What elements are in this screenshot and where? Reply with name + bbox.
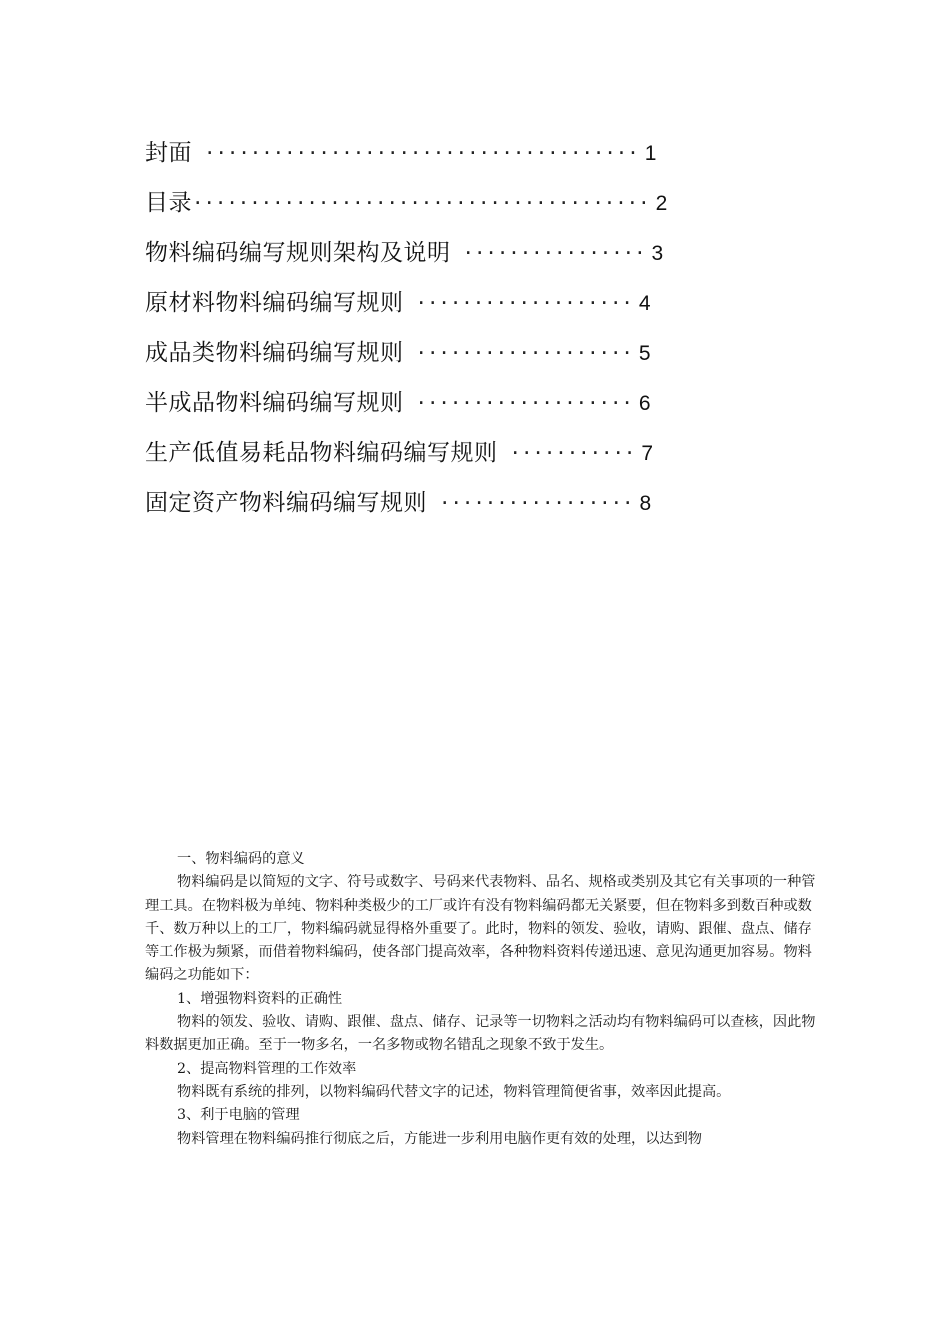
item-paragraph: 物料既有系统的排列，以物料编码代替文字的记述，物料管理简便省事，效率因此提高。 [177,1083,731,1100]
toc-leader-dots: ················· [439,491,634,514]
toc-entry-framework [145,228,667,278]
toc-page-number: 7 [641,441,654,465]
toc-page-number: 4 [638,291,651,315]
item-heading: 3、利于电脑的管理 [177,1107,300,1124]
toc-leader-dots: ··········· [509,441,636,464]
toc-leader-dots: ················ [462,241,646,264]
toc-page-number: 8 [639,491,652,515]
item-paragraph: 物料管理在物料编码推行彻底之后，方能进一步利用电脑作更有效的处理，以达到物 [177,1130,702,1147]
toc-entry-title: 目录 [145,189,192,216]
toc-entry-title: 物料编码编写规则架构及说明 [145,239,451,266]
toc-leader-dots: ········································ [192,191,650,214]
toc-entry-title: 封面 [145,139,192,166]
toc-leader-dots: ······································ [204,141,639,164]
intro-paragraph: 物料编码是以简短的文字、符号或数字、号码来代表物料、品名、规格或类别及其它有关事项的一种管理工具。在物料极为单纯、物料种类极少的工厂或许有没有物料编码都无关紧要，但在物料多到数百种或数千、数万种以上的工厂，物料编码就显得格外重要了。此时，物料的领发、验收，请购、跟催、盘点、储存等工作极为频紧，而借着物料编码，使各部门提高效率，各种物料资料传递迅速、意见沟通更加容易。物料编码之功能如下： [145,874,816,984]
toc-entry-title: 生产低值易耗品物料编码编写规则 [145,439,498,466]
toc-entry-title: 半成品物料编码编写规则 [145,389,404,416]
toc-entry-fixed-assets [145,478,667,528]
toc-entry-semi-finished [145,378,667,428]
toc-page-number: 5 [638,341,651,365]
item-paragraph: 物料的领发、验收、请购、跟催、盘点、储存、记录等一切物料之活动均有物料编码可以查核，因此物料数据更加正确。至于一物多名，一名多物或物名错乱之现象不致于发生。 [145,1014,816,1054]
toc-entry-title: 固定资产物料编码编写规则 [145,489,427,516]
toc-entry-consumables [145,428,667,478]
table-of-contents [145,128,667,528]
toc-page-number: 6 [638,391,651,415]
toc-entry-raw-materials [145,278,667,328]
toc-entry-contents [145,178,667,228]
toc-entry-cover [145,128,667,178]
toc-leader-dots: ··················· [415,291,633,314]
item-heading: 1、增强物料资料的正确性 [177,990,343,1007]
toc-page-number: 2 [655,191,668,215]
toc-page-number: 1 [644,141,657,165]
toc-page-number: 3 [651,241,664,265]
toc-leader-dots: ··················· [415,341,633,364]
body-text [145,848,817,1151]
section-heading: 一、物料编码的意义 [177,851,305,867]
toc-entry-finished-goods [145,328,667,378]
toc-leader-dots: ··················· [415,391,633,414]
toc-entry-title: 原材料物料编码编写规则 [145,289,404,316]
toc-entry-title: 成品类物料编码编写规则 [145,339,404,366]
item-heading: 2、提高物料管理的工作效率 [177,1060,357,1077]
